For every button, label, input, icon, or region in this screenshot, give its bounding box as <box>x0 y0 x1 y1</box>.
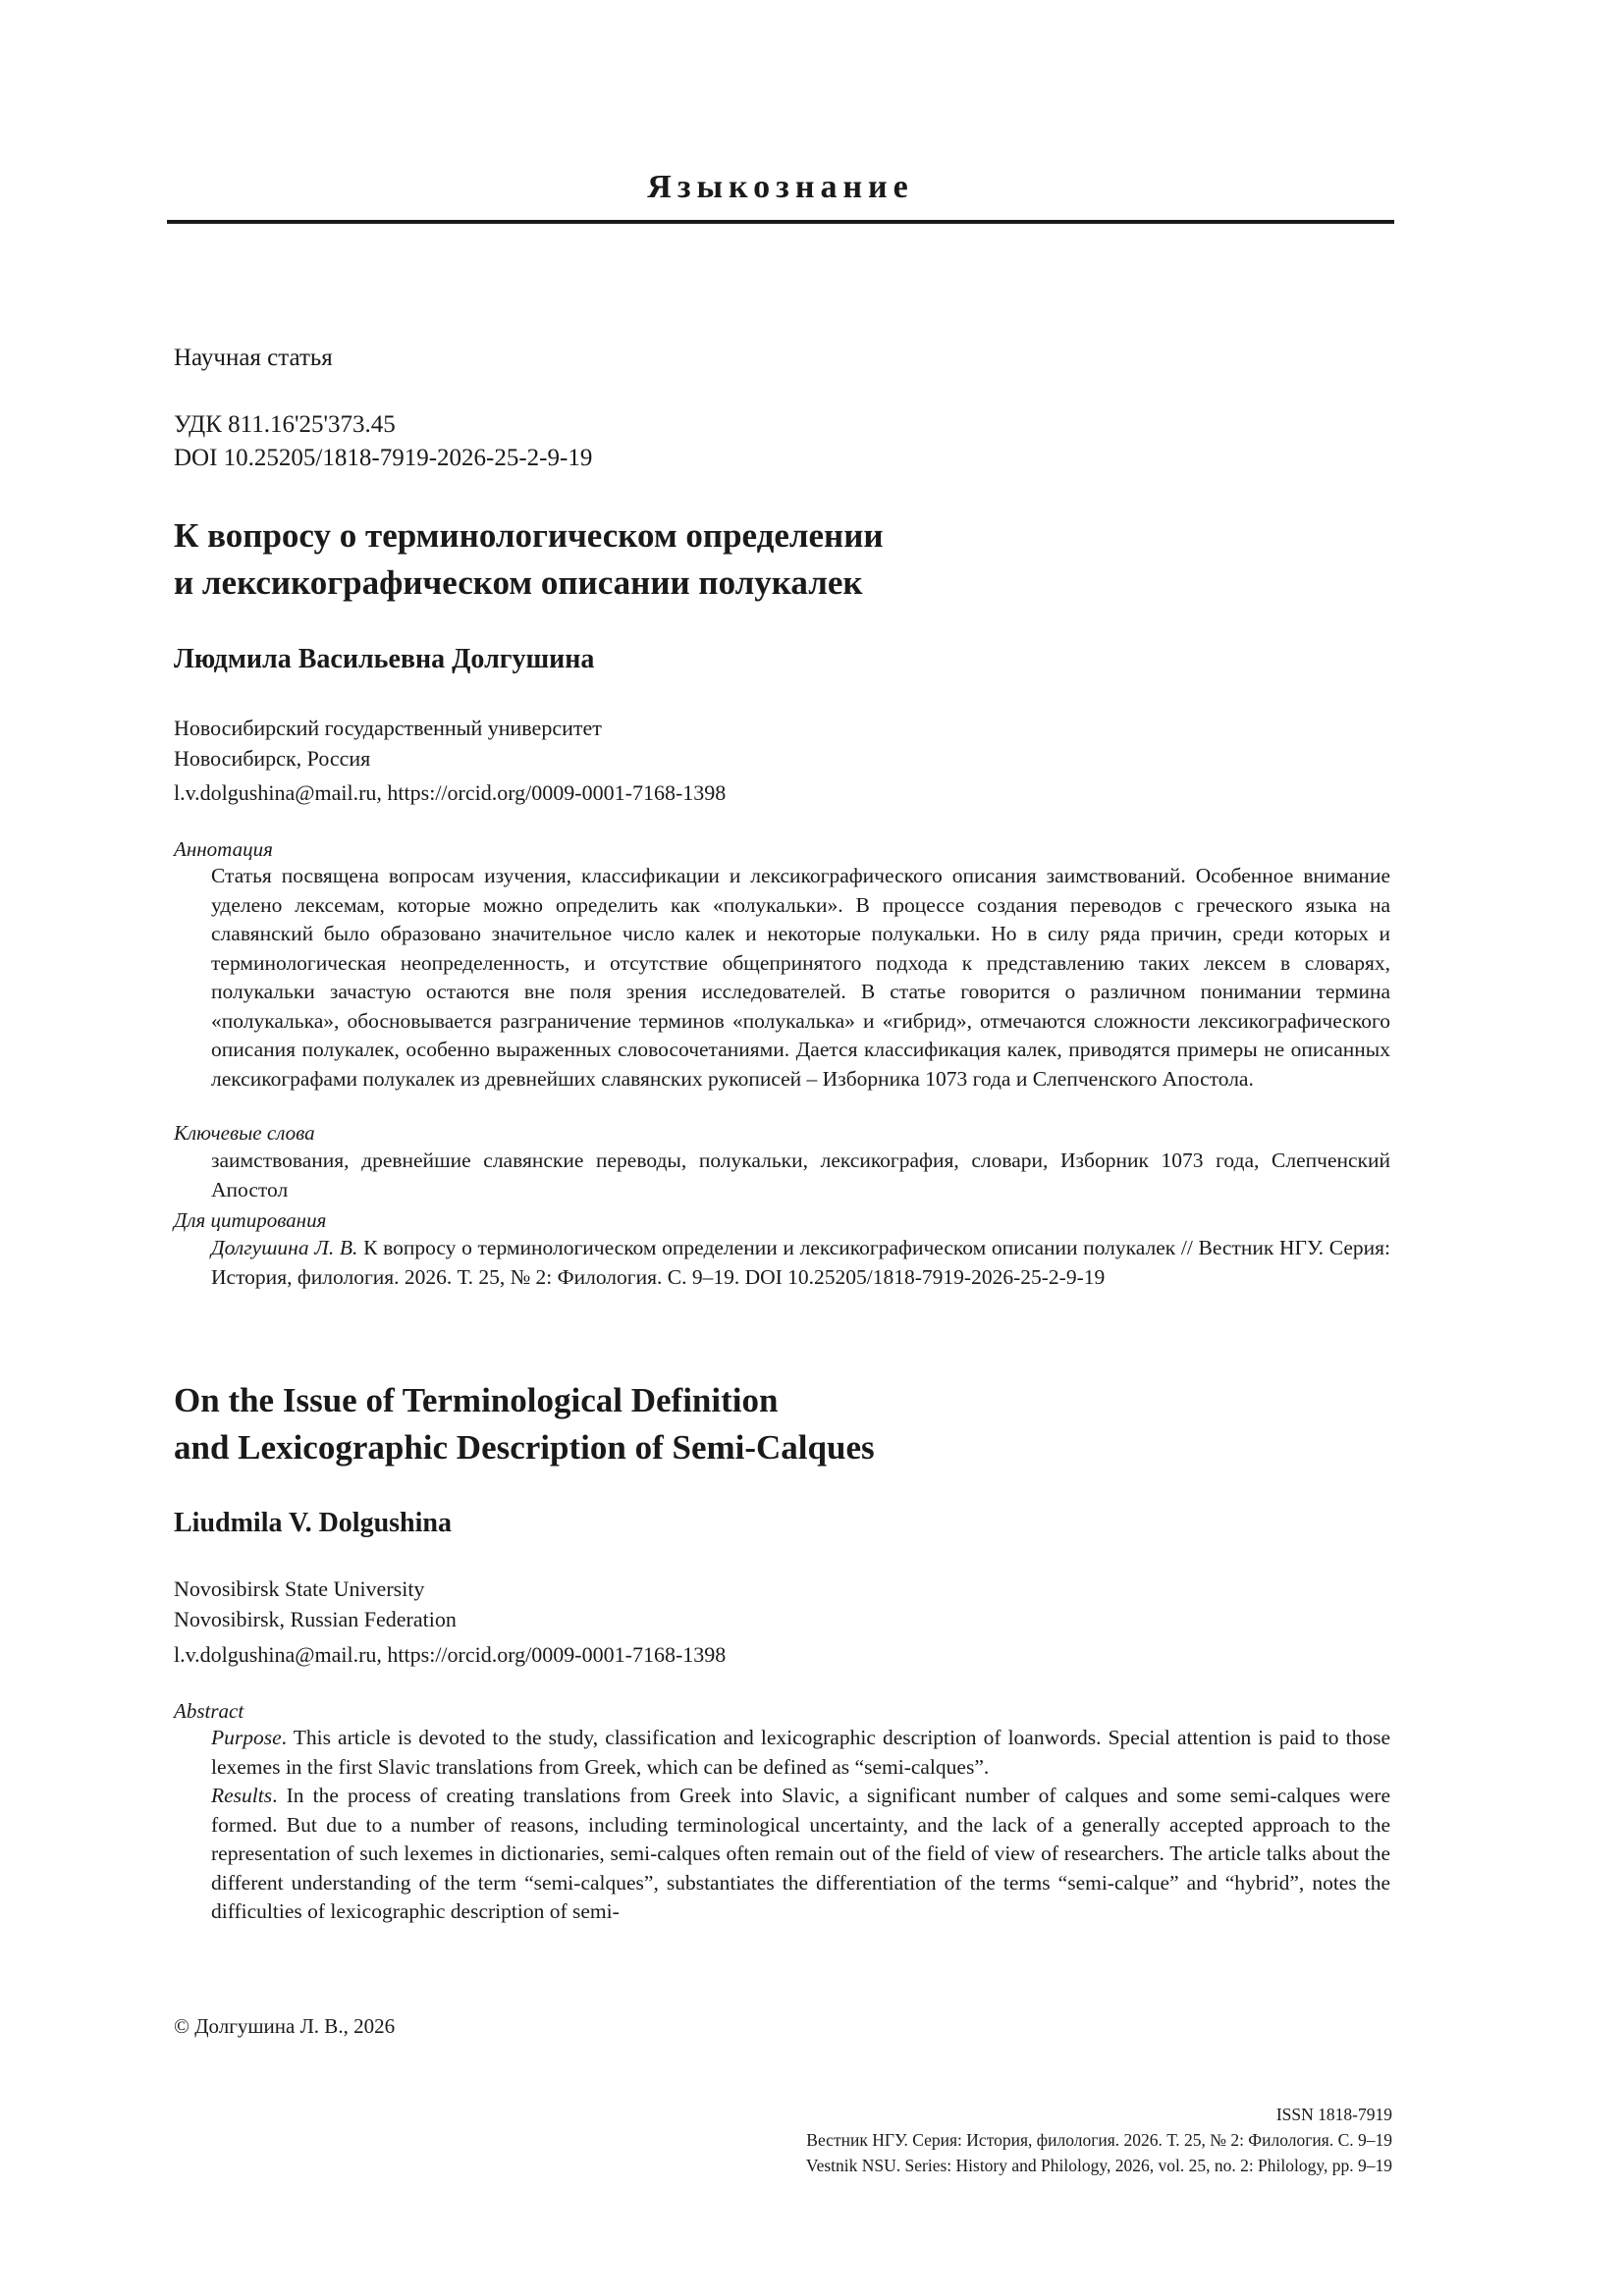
ru-keywords-label: Ключевые слова <box>174 1121 315 1145</box>
ru-title <box>174 512 884 607</box>
en-author: Liudmila V. Dolgushina <box>174 1508 452 1538</box>
ru-abstract-label: Аннотация <box>174 837 273 861</box>
copyright: © Долгушина Л. В., 2026 <box>174 2014 396 2038</box>
en-affiliation: Novosibirsk State University <box>174 1576 425 1601</box>
results-label: Results <box>211 1784 273 1807</box>
en-city: Novosibirsk, Russian Federation <box>174 1607 457 1631</box>
en-affiliation-block <box>174 1574 457 1634</box>
ru-author: Людмила Васильевна Долгушина <box>174 644 595 674</box>
citation-text: К вопросу о терминологическом определении и лексикографическом описании полукалек // Вестник НГУ. Серия: История, филология. 2026. Т. 25, № 2: Филология. С. 9–19. DOI 10.25205/1818-7919-2026-25-2-9-19 <box>211 1236 1390 1289</box>
ru-affiliation-block <box>174 713 602 774</box>
ru-title-line-1: К вопросу о терминологическом определении <box>174 516 884 555</box>
doi: DOI 10.25205/1818-7919-2026-25-2-9-19 <box>174 445 593 471</box>
ru-citation-label: Для цитирования <box>174 1208 327 1232</box>
en-title-line-1: On the Issue of Terminological Definition <box>174 1381 779 1419</box>
results-text: . In the process of creating translations from Greek into Slavic, a significant number of calques and some semi-calques were formed. But due to a number of reasons, including terminological uncertainty, and the lack of a generally accepted approach to the representation of such lexemes in dictionaries, semi-calques often remain out of the field of view of researchers. The article talks about the different understanding of the term “semi-calques”, substantiates the differentiation of the terms “semi-calque” and “hybrid”, notes the difficulties of lexicographic description of semi- <box>211 1784 1390 1923</box>
footer <box>509 2102 1392 2178</box>
en-abstract-results <box>211 1782 1390 1927</box>
ru-citation <box>211 1234 1390 1292</box>
udc-code: УДК 811.16'25'373.45 <box>174 411 396 438</box>
ru-title-line-2: и лексикографическом описании полукалек <box>174 563 863 602</box>
footer-issn: ISSN 1818-7919 <box>1275 2105 1392 2124</box>
en-contacts: l.v.dolgushina@mail.ru, https://orcid.org/0009-0001-7168-1398 <box>174 1642 727 1667</box>
ru-abstract: Статья посвящена вопросам изучения, классификации и лексикографического описания заимствований. Особенное внимание уделено лексемам, которые можно определить как «полукальки». В процессе создания переводов с греческого языка на славянский было образовано значительное число калек и некоторые полукальки. Но в силу ряда причин, среди которых и терминологическая неопределенность, и отсутствие общепринятого подхода к представлению таких лексем в словарях, полукальки зачастую остаются вне поля зрения исследователей. В статье говорится о различном понимании термина «полукалька», обосновывается разграничение терминов «полукалька» и «гибрид», отмечаются сложности лексикографического описания полукалек, особенно выраженных словосочетаниями. Дается классификация калек, приводятся примеры не описанных лексикографами полукалек из древнейших славянских рукописей – Изборника 1073 года и Слепченского Апостола. <box>211 864 1390 1091</box>
ru-contacts: l.v.dolgushina@mail.ru, https://orcid.org/0009-0001-7168-1398 <box>174 780 727 805</box>
purpose-label: Purpose <box>211 1726 282 1749</box>
citation-author: Долгушина Л. В. <box>211 1236 358 1259</box>
article-type: Научная статья <box>174 345 333 371</box>
ru-keywords: заимствования, древнейшие славянские переводы, полукальки, лексикография, словари, Изборник 1073 года, Слепченский Апостол <box>211 1148 1390 1201</box>
en-abstract-label: Abstract <box>174 1699 244 1723</box>
footer-ru-reference: Вестник НГУ. Серия: История, филология. 2026. Т. 25, № 2: Филология. С. 9–19 <box>806 2130 1392 2150</box>
en-title <box>174 1377 875 1471</box>
header-rule <box>167 220 1394 224</box>
footer-en-reference: Vestnik NSU. Series: History and Philology, 2026, vol. 25, no. 2: Philology, pp. 9–19 <box>805 2156 1392 2175</box>
en-title-line-2: and Lexicographic Description of Semi-Calques <box>174 1428 875 1467</box>
ru-city: Новосибирск, Россия <box>174 746 371 771</box>
en-abstract <box>211 1724 1390 1927</box>
en-abstract-purpose <box>211 1724 1390 1782</box>
ru-affiliation: Новосибирский государственный университет <box>174 716 602 740</box>
section-header: Языкознание <box>647 169 914 205</box>
purpose-text: . This article is devoted to the study, classification and lexicographic description of loanwords. Special attention is paid to those lexemes in the first Slavic translations from Greek, which can be defined as “semi-calques”. <box>211 1726 1390 1779</box>
